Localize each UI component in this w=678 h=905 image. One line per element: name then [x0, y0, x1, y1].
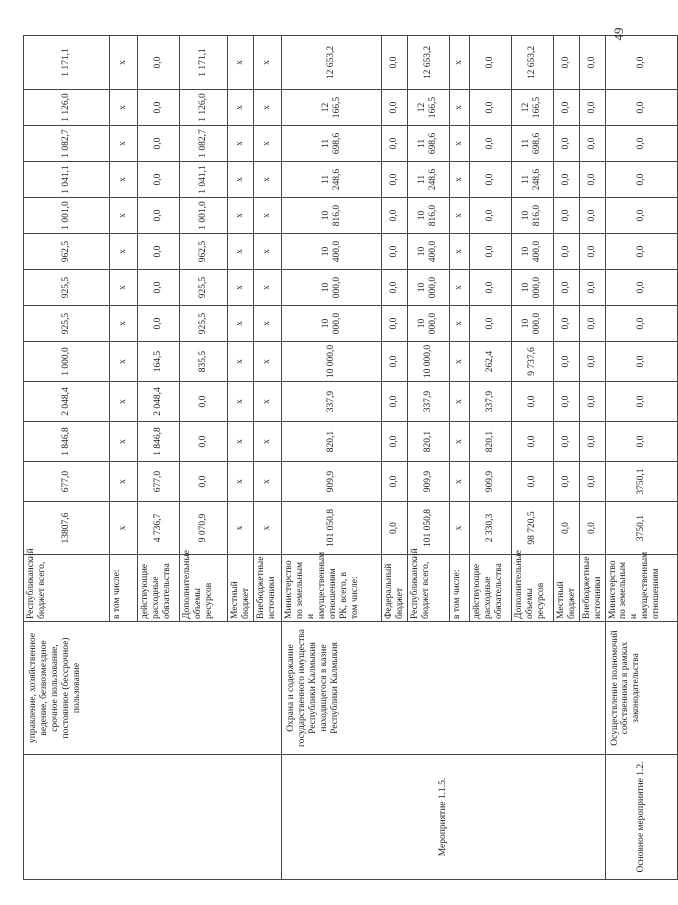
amount-cell: 98 720,5	[511, 502, 553, 555]
amount-cell: 0,0	[382, 198, 408, 234]
amount-cell: 0,0	[511, 382, 553, 422]
amount-cell: 101 050,8	[282, 502, 382, 555]
amount-cell: 1 041,1	[24, 162, 110, 198]
amount-cell: х	[254, 126, 282, 162]
amount-cell: 262,4	[469, 342, 511, 382]
amount-cell: 909,9	[407, 462, 449, 502]
amount-cell: 10 000,0	[282, 342, 382, 382]
amount-cell: х	[449, 382, 469, 422]
amount-cell: 0,0	[553, 162, 579, 198]
amount-cell: 0,0	[382, 270, 408, 306]
amount-cell: х	[228, 306, 254, 342]
amount-cell: 909,9	[469, 462, 511, 502]
amount-cell: 10 400,0	[282, 234, 382, 270]
table-body	[24, 36, 678, 880]
amount-cell: 0,0	[382, 382, 408, 422]
measure-description: Охрана и содержание государственного имущества Республики Калмыкия находящегося в казне Республики Калмыкия	[282, 622, 606, 755]
amount-cell: 0,0	[579, 422, 605, 462]
amount-cell: 10 816,0	[407, 198, 449, 234]
amount-cell: 0,0	[138, 162, 180, 198]
amount-cell: 0,0	[579, 270, 605, 306]
amount-cell: 1 846,8	[138, 422, 180, 462]
amount-cell: 0,0	[579, 198, 605, 234]
amount-cell: 1 001,0	[180, 198, 228, 234]
amount-cell: х	[254, 234, 282, 270]
measure-name	[24, 755, 282, 880]
amount-cell: х	[449, 198, 469, 234]
amount-cell: 925,5	[24, 306, 110, 342]
amount-cell: 0,0	[553, 502, 579, 555]
amount-cell: х	[449, 126, 469, 162]
amount-cell: 0,0	[138, 198, 180, 234]
amount-cell: х	[228, 270, 254, 306]
amount-cell: 1 126,0	[180, 90, 228, 126]
amount-cell: 0,0	[605, 126, 677, 162]
amount-cell: х	[110, 422, 138, 462]
amount-cell: х	[449, 90, 469, 126]
amount-cell: 3750,1	[605, 462, 677, 502]
amount-cell: 835,5	[180, 342, 228, 382]
amount-cell: 0,0	[382, 422, 408, 462]
amount-cell: 0,0	[579, 306, 605, 342]
amount-cell: 0,0	[138, 270, 180, 306]
amount-cell: 925,5	[180, 306, 228, 342]
amount-cell: 9 070,9	[180, 502, 228, 555]
amount-cell: 2 330,3	[469, 502, 511, 555]
amount-cell: 10 400,0	[511, 234, 553, 270]
amount-cell: 10 816,0	[511, 198, 553, 234]
funding-source: Дополнительные объемы ресурсов	[511, 555, 553, 622]
amount-cell: 677,0	[24, 462, 110, 502]
amount-cell: х	[110, 36, 138, 90]
amount-cell: 0,0	[382, 234, 408, 270]
amount-cell: х	[110, 306, 138, 342]
amount-cell: 1 082,7	[180, 126, 228, 162]
amount-cell: 12 653,2	[511, 36, 553, 90]
amount-cell: 0,0	[382, 342, 408, 382]
amount-cell: 13807,6	[24, 502, 110, 555]
amount-cell: 909,9	[282, 462, 382, 502]
amount-cell: 0,0	[469, 270, 511, 306]
amount-cell: 0,0	[511, 422, 553, 462]
funding-source: Дополнительные объемы ресурсов	[180, 555, 228, 622]
amount-cell: 0,0	[605, 234, 677, 270]
amount-cell: 0,0	[382, 90, 408, 126]
amount-cell: 0,0	[553, 382, 579, 422]
amount-cell: 11 698,6	[407, 126, 449, 162]
amount-cell: 101 050,8	[407, 502, 449, 555]
rotated-table-wrapper	[23, 35, 662, 880]
amount-cell: 1 846,8	[24, 422, 110, 462]
amount-cell: х	[110, 462, 138, 502]
amount-cell: 925,5	[24, 270, 110, 306]
amount-cell: х	[228, 234, 254, 270]
amount-cell: 962,5	[180, 234, 228, 270]
amount-cell: 0,0	[382, 502, 408, 555]
amount-cell: 0,0	[469, 162, 511, 198]
amount-cell: 0,0	[553, 422, 579, 462]
amount-cell: 0,0	[180, 382, 228, 422]
funding-source: в том числе:	[110, 555, 138, 622]
funding-source: Местный бюджет	[553, 555, 579, 622]
amount-cell: 0,0	[553, 234, 579, 270]
amount-cell: х	[254, 270, 282, 306]
funding-source: Республиканский бюджет всего,	[407, 555, 449, 622]
funding-source: действующие расходные обязательства	[469, 555, 511, 622]
table-row	[24, 36, 110, 880]
amount-cell: 0,0	[605, 162, 677, 198]
amount-cell: х	[228, 90, 254, 126]
amount-cell: 12 653,2	[282, 36, 382, 90]
amount-cell: 337,9	[282, 382, 382, 422]
amount-cell: 820,1	[469, 422, 511, 462]
funding-source: Министерство по земельным и имущественным отношениям	[605, 555, 677, 622]
amount-cell: 10 000,0	[407, 306, 449, 342]
amount-cell: 0,0	[382, 462, 408, 502]
amount-cell: 0,0	[553, 270, 579, 306]
amount-cell: 0,0	[605, 306, 677, 342]
amount-cell: 0,0	[138, 126, 180, 162]
amount-cell: х	[228, 36, 254, 90]
amount-cell: 0,0	[511, 462, 553, 502]
amount-cell: 0,0	[553, 198, 579, 234]
amount-cell: х	[110, 382, 138, 422]
amount-cell: 0,0	[553, 462, 579, 502]
amount-cell: 0,0	[579, 382, 605, 422]
amount-cell: 0,0	[469, 36, 511, 90]
amount-cell: 12 166,5	[407, 90, 449, 126]
budget-table	[23, 35, 678, 880]
amount-cell: х	[228, 422, 254, 462]
amount-cell: х	[228, 502, 254, 555]
amount-cell: х	[449, 422, 469, 462]
amount-cell: 2 048,4	[24, 382, 110, 422]
amount-cell: х	[228, 126, 254, 162]
amount-cell: 0,0	[579, 502, 605, 555]
table-row	[605, 36, 677, 880]
amount-cell: 11 248,6	[511, 162, 553, 198]
amount-cell: 10 000,0	[511, 306, 553, 342]
amount-cell: 0,0	[382, 36, 408, 90]
amount-cell: х	[110, 342, 138, 382]
amount-cell: х	[228, 342, 254, 382]
amount-cell: х	[254, 462, 282, 502]
amount-cell: 12 166,5	[282, 90, 382, 126]
amount-cell: 0,0	[138, 234, 180, 270]
amount-cell: 4 736,7	[138, 502, 180, 555]
amount-cell: 0,0	[180, 422, 228, 462]
amount-cell: 0,0	[553, 306, 579, 342]
amount-cell: 0,0	[605, 382, 677, 422]
amount-cell: 0,0	[553, 90, 579, 126]
amount-cell: х	[110, 198, 138, 234]
amount-cell: 0,0	[469, 234, 511, 270]
amount-cell: х	[110, 234, 138, 270]
amount-cell: 10 000,0	[407, 270, 449, 306]
amount-cell: х	[449, 234, 469, 270]
amount-cell: х	[110, 502, 138, 555]
amount-cell: 9 737,6	[511, 342, 553, 382]
amount-cell: х	[254, 306, 282, 342]
amount-cell: 0,0	[579, 342, 605, 382]
funding-source: действующие расходные обязательства	[138, 555, 180, 622]
amount-cell: 1 171,1	[24, 36, 110, 90]
amount-cell: 0,0	[553, 342, 579, 382]
amount-cell: 0,0	[138, 36, 180, 90]
page-number: 49	[611, 27, 626, 41]
table-row	[282, 36, 382, 880]
amount-cell: 0,0	[469, 198, 511, 234]
measure-description: управление, хозяйственное ведение, безвозмездное срочное пользование, постоянное (бессрочное) пользование	[24, 622, 282, 755]
amount-cell: х	[228, 162, 254, 198]
amount-cell: 0,0	[469, 90, 511, 126]
amount-cell: х	[254, 198, 282, 234]
amount-cell: 0,0	[382, 126, 408, 162]
amount-cell: 820,1	[282, 422, 382, 462]
amount-cell: х	[110, 126, 138, 162]
amount-cell: 164,5	[138, 342, 180, 382]
amount-cell: х	[449, 162, 469, 198]
amount-cell: 337,9	[407, 382, 449, 422]
amount-cell: 1 000,0	[24, 342, 110, 382]
amount-cell: х	[254, 502, 282, 555]
amount-cell: 0,0	[605, 422, 677, 462]
amount-cell: 0,0	[579, 36, 605, 90]
amount-cell: х	[110, 162, 138, 198]
amount-cell: 0,0	[579, 126, 605, 162]
measure-name: Основное мероприятие 1.2.	[605, 755, 677, 880]
funding-source: в том числе:	[449, 555, 469, 622]
amount-cell: 0,0	[579, 234, 605, 270]
amount-cell: 11 248,6	[407, 162, 449, 198]
amount-cell: 1 041,1	[180, 162, 228, 198]
amount-cell: 11 248,6	[282, 162, 382, 198]
funding-source: Местный бюджет	[228, 555, 254, 622]
amount-cell: 10 816,0	[282, 198, 382, 234]
amount-cell: 10 000,0	[511, 270, 553, 306]
amount-cell: 0,0	[605, 90, 677, 126]
amount-cell: 1 082,7	[24, 126, 110, 162]
amount-cell: х	[254, 382, 282, 422]
amount-cell: 0,0	[138, 90, 180, 126]
amount-cell: х	[449, 270, 469, 306]
amount-cell: 10 000,0	[407, 342, 449, 382]
amount-cell: х	[254, 422, 282, 462]
amount-cell: х	[254, 36, 282, 90]
amount-cell: х	[449, 36, 469, 90]
amount-cell: 0,0	[553, 36, 579, 90]
amount-cell: х	[110, 270, 138, 306]
amount-cell: 1 001,0	[24, 198, 110, 234]
amount-cell: х	[110, 90, 138, 126]
amount-cell: 0,0	[180, 462, 228, 502]
funding-source: Внебюджетные источники	[579, 555, 605, 622]
amount-cell: 2 048,4	[138, 382, 180, 422]
amount-cell: 0,0	[382, 162, 408, 198]
amount-cell: 11 698,6	[282, 126, 382, 162]
amount-cell: х	[228, 382, 254, 422]
amount-cell: 0,0	[138, 306, 180, 342]
amount-cell: 1 126,0	[24, 90, 110, 126]
amount-cell: 1 171,1	[180, 36, 228, 90]
amount-cell: х	[254, 90, 282, 126]
amount-cell: 0,0	[605, 270, 677, 306]
funding-source: Министерство по земельным и имущественным отношениям РК, всего, в том числе:	[282, 555, 382, 622]
amount-cell: х	[449, 342, 469, 382]
amount-cell: 337,9	[469, 382, 511, 422]
amount-cell: х	[449, 502, 469, 555]
amount-cell: 10 000,0	[282, 270, 382, 306]
amount-cell: 3750,1	[605, 502, 677, 555]
measure-description: Осуществление полномочий собственника в рамках законодательства	[605, 622, 677, 755]
funding-source: Федеральный бюджет	[382, 555, 408, 622]
amount-cell: 0,0	[579, 462, 605, 502]
amount-cell: 12 166,5	[511, 90, 553, 126]
amount-cell: 0,0	[382, 306, 408, 342]
amount-cell: 962,5	[24, 234, 110, 270]
amount-cell: 0,0	[605, 198, 677, 234]
amount-cell: х	[254, 342, 282, 382]
amount-cell: 12 653,2	[407, 36, 449, 90]
amount-cell: х	[449, 462, 469, 502]
amount-cell: 677,0	[138, 462, 180, 502]
funding-source: Внебюджетные источники	[254, 555, 282, 622]
amount-cell: 10 000,0	[282, 306, 382, 342]
amount-cell: 0,0	[605, 342, 677, 382]
amount-cell: х	[449, 306, 469, 342]
amount-cell: 0,0	[579, 90, 605, 126]
amount-cell: 0,0	[553, 126, 579, 162]
amount-cell: 10 400,0	[407, 234, 449, 270]
amount-cell: х	[228, 462, 254, 502]
amount-cell: 0,0	[469, 306, 511, 342]
amount-cell: 11 698,6	[511, 126, 553, 162]
amount-cell: х	[228, 198, 254, 234]
amount-cell: х	[254, 162, 282, 198]
amount-cell: 0,0	[469, 126, 511, 162]
funding-source: Республиканский бюджет всего,	[24, 555, 110, 622]
amount-cell: 820,1	[407, 422, 449, 462]
amount-cell: 925,5	[180, 270, 228, 306]
amount-cell: 0,0	[579, 162, 605, 198]
measure-name: Мероприятие 1.1.5.	[282, 755, 606, 880]
amount-cell: 0,0	[605, 36, 677, 90]
